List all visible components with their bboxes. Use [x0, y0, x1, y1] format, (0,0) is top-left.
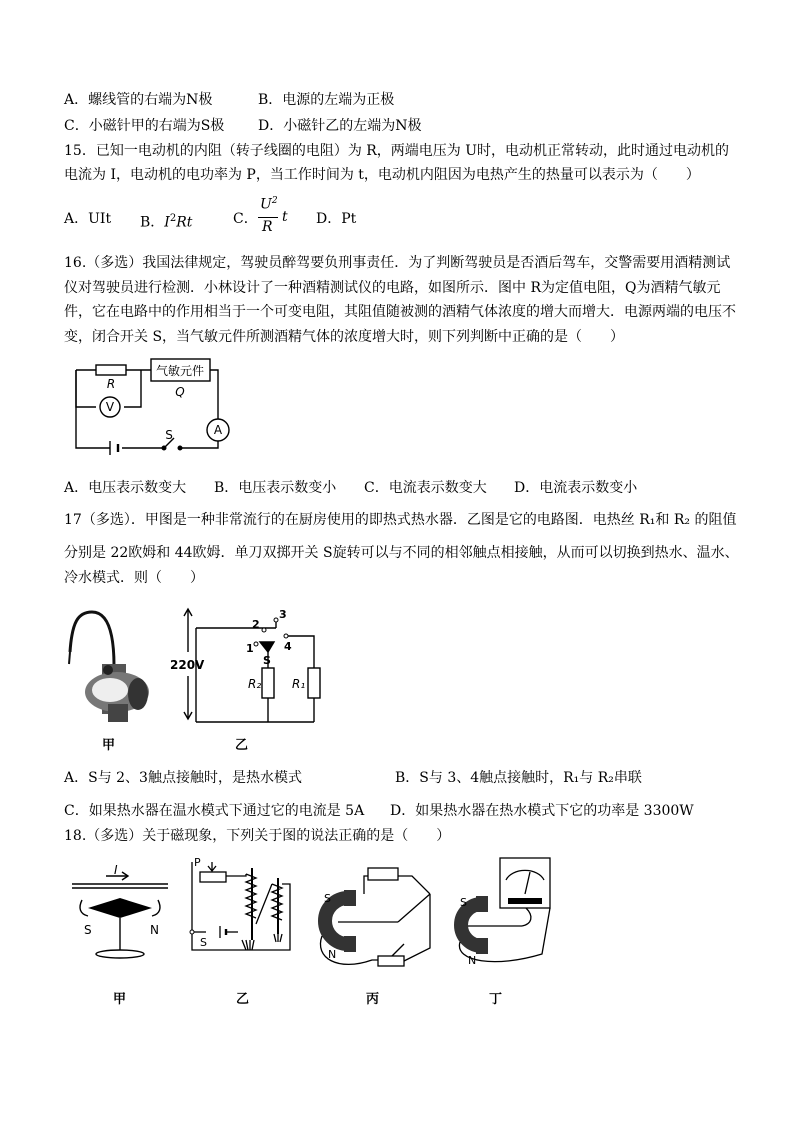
q17-stem-line1: 17（多选）．甲图是一种非常流行的在厨房使用的即热式热水器．乙图是它的电路图．电热丝 R₁和 R₂ 的阻值 — [64, 512, 737, 528]
q17-water-heater-picture — [62, 604, 162, 724]
q17-r1-label: R₁ — [292, 677, 306, 691]
q17-contact-3: 3 — [279, 608, 287, 621]
q17-option-d: D．如果热水器在热水模式下它的功率是 3300W — [390, 803, 694, 819]
q17-contact-2: 2 — [252, 618, 260, 631]
q18-figure-bing-motor — [308, 864, 438, 974]
q16-option-d: D．电流表示数变小 — [514, 480, 638, 496]
q14-option-a: A．螺线管的右端为N极 — [64, 92, 213, 108]
q18-caption-jia: 甲 — [113, 992, 127, 1007]
q16-voltmeter-label: V — [105, 400, 115, 414]
q18-ding-n-label: N — [468, 954, 477, 967]
q17-contact-1: 1 — [246, 642, 254, 655]
q15-stem-line1: 15．已知一电动机的内阻（转子线圈的电阻）为 R，两端电压为 U时，电动机正常转动，此时通过电动机的 — [64, 143, 730, 159]
q15-option-b: B．$I^2Rt$ — [140, 213, 193, 231]
q18-yi-s-label: S — [200, 936, 207, 949]
q16-stem-line4: 变，闭合开关 S，当气敏元件所测酒精气体的浓度增大时，则下列判断中正确的是（ ） — [64, 329, 625, 345]
q18-yi-p-label: P — [194, 856, 201, 869]
q18-caption-bing: 丙 — [366, 992, 380, 1007]
q16-stem-line3: 件，它在电路中的作用相当于一个可变电阻，其阻值随被测的酒精气体浓度的增大而增大．电源两端的电压不 — [64, 304, 736, 320]
q15-option-c-label: C． — [233, 211, 258, 227]
q15-option-d: D．Pt — [316, 211, 357, 227]
q17-option-a: A．S与 2、3触点接触时，是热水模式 — [64, 770, 302, 786]
q16-q-label: Q — [175, 385, 185, 399]
q16-switch-label: S — [165, 428, 173, 442]
q18-jia-n-label: N — [150, 923, 159, 937]
q17-stem-line3: 冷水模式．则（ ） — [64, 570, 204, 586]
q14-option-c: C．小磁针甲的右端为S极 — [64, 118, 225, 134]
q18-caption-yi: 乙 — [236, 992, 250, 1007]
q16-option-b: B．电压表示数变小 — [214, 480, 337, 496]
q15-stem-line2: 电流为 I，电动机的电功率为 P，当工作时间为 t，电动机内阻因为电热产生的热量可以表示为（ ） — [64, 167, 700, 183]
q18-bing-s-label: S — [324, 892, 331, 905]
q17-stem-line2: 分别是 22欧姆和 44欧姆．单刀双掷开关 S旋转可以与不同的相邻触点相接触，从而可以切换到热水、温水、 — [64, 545, 739, 561]
q17-circuit-diagram — [168, 606, 328, 728]
q16-stem-line1: 16.（多选）我国法律规定，驾驶员醉驾要负刑事责任．为了判断驾驶员是否酒后驾车，交警需要用酒精测试 — [64, 255, 731, 271]
q17-voltage-label: 220V — [170, 658, 205, 672]
q16-option-c: C．电流表示数变大 — [364, 480, 487, 496]
q16-ammeter-label: A — [213, 423, 223, 437]
q18-figure-yi-electromagnet — [186, 854, 302, 964]
q15-option-c-fraction: $U^2$ R t — [260, 196, 288, 235]
q15-option-a: A．UIt — [64, 211, 112, 227]
q18-bing-n-label: N — [328, 948, 337, 961]
q14-option-b: B．电源的左端为正极 — [258, 92, 395, 108]
q14-option-d: D．小磁针乙的左端为N极 — [258, 118, 422, 134]
q16-r-label: R — [106, 377, 116, 391]
q17-option-b: B．S与 3、4触点接触时，R₁与 R₂串联 — [395, 770, 642, 786]
q17-switch-label: S — [263, 654, 271, 667]
q16-circuit-diagram — [66, 355, 236, 455]
q16-gas-sensor-label: 气敏元件 — [155, 364, 205, 378]
q17-caption-jia: 甲 — [102, 738, 116, 753]
q17-r2-label: R₂ — [248, 677, 262, 691]
q18-caption-ding: 丁 — [489, 992, 503, 1007]
q17-option-c: C．如果热水器在温水模式下通过它的电流是 5A — [64, 803, 365, 819]
q18-jia-current-label: I — [114, 863, 118, 877]
q16-stem-line2: 仪对驾驶员进行检测．小林设计了一种酒精测试仪的电路，如图所示．图中 R为定值电阻，Q为酒精气敏元 — [64, 280, 721, 296]
q17-contact-4: 4 — [284, 640, 292, 653]
q18-figure-ding-generator — [446, 854, 566, 970]
q18-jia-s-label: S — [84, 923, 92, 937]
q16-option-a: A．电压表示数变大 — [64, 480, 187, 496]
q17-caption-yi: 乙 — [235, 738, 249, 753]
q18-stem: 18.（多选）关于磁现象，下列关于图的说法正确的是（ ） — [64, 828, 451, 844]
q18-ding-s-label: S — [460, 896, 467, 909]
q18-figure-jia-oersted — [70, 862, 170, 962]
